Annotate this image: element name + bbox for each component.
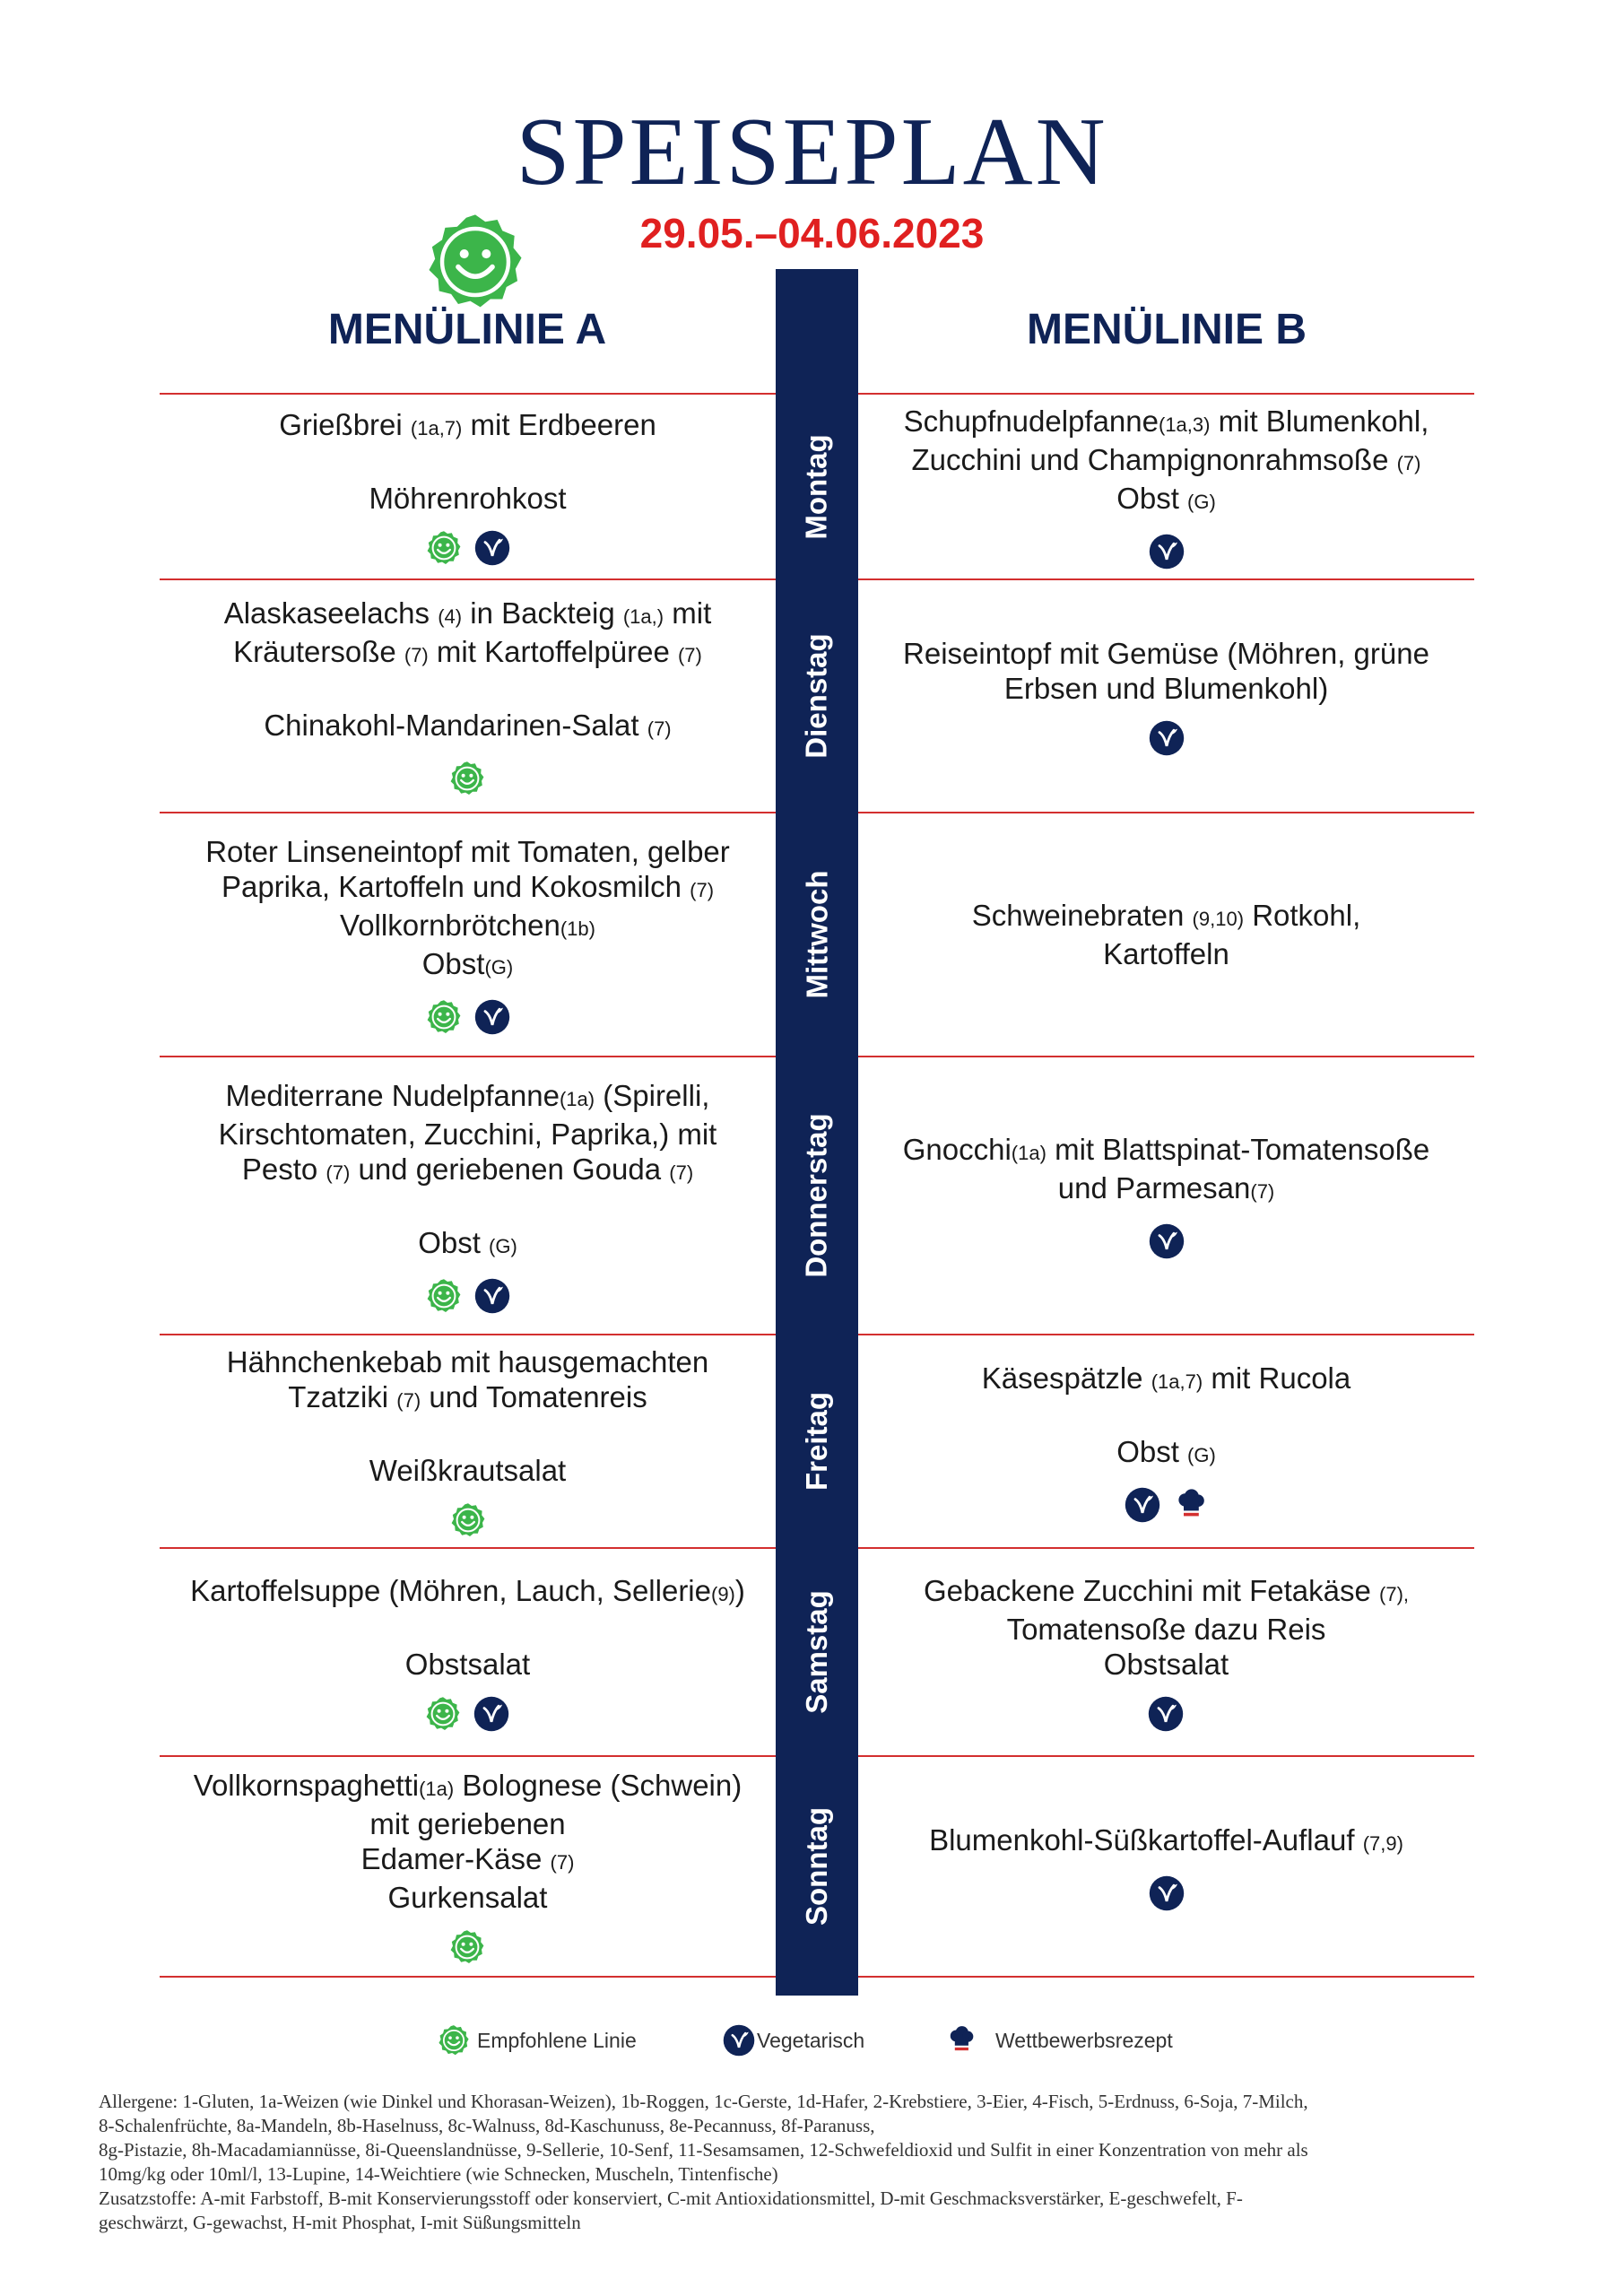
allergen-code: (1a) (419, 1778, 455, 1800)
additives-line: geschwärzt, G-gewachst, H-mit Phosphat, I-mit Süßungsmitteln (99, 2212, 581, 2233)
allergen-code: (1a) (559, 1087, 595, 1110)
menu-cell-b (858, 395, 1474, 578)
diet-icons (924, 1696, 1409, 1732)
dish-line (279, 407, 656, 446)
vegetarian-icon (1149, 720, 1185, 756)
dish-text: in Backteig (462, 596, 623, 630)
allergen-code: (7) (1250, 1180, 1275, 1203)
allergen-code: (7) (404, 644, 429, 666)
menu-cell-a (160, 1549, 776, 1755)
vegetarian-icon (1148, 1696, 1184, 1732)
menu-cell-content (224, 596, 712, 796)
dish-text: Schupfnudelpfanne (903, 404, 1159, 438)
dish-text: und geriebenen Gouda (350, 1152, 670, 1186)
menu-cell-a (160, 813, 776, 1056)
allergen-code: (7) (1396, 452, 1421, 474)
allergen-code: (9,10) (1192, 908, 1245, 930)
menu-cell-b (858, 813, 1474, 1056)
recommended-icon (449, 1929, 485, 1965)
menu-cell-content (279, 407, 656, 566)
diet-icons (227, 1502, 709, 1538)
dish-text: Hähnchenkebab mit hausgemachten (226, 1345, 709, 1378)
spacer (219, 1190, 717, 1225)
menu-cell-b (858, 1335, 1474, 1547)
dish-text: Gnocchi (902, 1133, 1012, 1166)
spacer (227, 1418, 709, 1453)
dish-line (219, 1078, 717, 1117)
dish-line (227, 1379, 709, 1418)
day-name: Mittwoch (800, 870, 834, 999)
dish-text: Käsespätzle (981, 1361, 1151, 1395)
dish-line (190, 1573, 745, 1612)
allergen-line: 8-Schalenfrüchte, 8a-Mandeln, 8b-Haselnuss, 8c-Walnuss, 8d-Kaschunuss, 8e-Pecannuss, 8f-Paranuss, (99, 2115, 875, 2136)
dish-line (194, 1768, 742, 1806)
allergen-code: (7) (647, 718, 672, 740)
dish-line (224, 708, 712, 746)
dish-text: Obst (418, 1225, 490, 1259)
legend-competition-label: Wettbewerbsrezept (995, 2028, 1173, 2052)
dish-text: Vollkornbrötchen (340, 909, 560, 942)
allergen-code: (7) (677, 644, 702, 666)
spacer (224, 673, 712, 708)
day-label-freitag (776, 1335, 858, 1547)
dish-text: mit Kartoffelpüree (428, 635, 678, 668)
dish-text: Obstsalat (1103, 1647, 1229, 1681)
allergen-code: (1a,7) (410, 417, 463, 439)
dish-text: Alaskaseelachs (223, 596, 439, 630)
dish-text: Paprika, Kartoffeln und Kokosmilch (221, 870, 690, 903)
dish-line (903, 671, 1429, 706)
vegetarian-icon (1149, 1875, 1185, 1911)
allergen-code: (7) (396, 1389, 421, 1412)
dish-line (904, 481, 1429, 519)
allergen-code: (7) (326, 1161, 351, 1184)
diet-icons (279, 530, 656, 566)
allergen-line: 10mg/kg oder 10ml/l, 13-Lupine, 14-Weichtiere (wie Schnecken, Muscheln, Tintenfische) (99, 2163, 778, 2185)
dish-text: Gebackene Zucchini mit Fetakäse (923, 1573, 1380, 1607)
allergen-code: (7) (669, 1161, 694, 1184)
dish-text: Blumenkohl-Süßkartoffel-Auflauf (929, 1822, 1363, 1857)
menu-cell-content (227, 1344, 709, 1538)
dish-text: Rotkohl, (1244, 899, 1361, 932)
day-label-samstag (776, 1549, 858, 1755)
dish-text: mit (664, 596, 712, 630)
dish-text: mit geriebenen (369, 1807, 566, 1840)
row-separator (160, 1976, 776, 1978)
dish-line (924, 1647, 1409, 1682)
allergen-code: (1a) (1011, 1142, 1046, 1164)
dish-line (227, 1344, 709, 1379)
dish-line (924, 1612, 1409, 1647)
dish-line (904, 404, 1429, 442)
dish-text: Tzatziki (288, 1380, 397, 1413)
allergen-code: (7), (1379, 1582, 1410, 1605)
vegetarian-icon (1149, 534, 1185, 570)
recommended-icon (425, 1696, 461, 1732)
dish-text: Bolognese (Schwein) (454, 1769, 743, 1802)
diet-icons (224, 761, 712, 796)
page-title: SPEISEPLAN (516, 99, 1108, 205)
day-name: Freitag (800, 1391, 833, 1492)
day-label-mittwoch (776, 813, 858, 1056)
row-separator (858, 1976, 1474, 1978)
dish-line (227, 1453, 709, 1488)
recommended-icon (426, 1278, 462, 1314)
legend-vegetarian (723, 2018, 864, 2063)
menu-cell-a (160, 1057, 776, 1334)
dish-line (205, 834, 730, 869)
dish-text: Pesto (241, 1152, 326, 1186)
vegetarian-icon (473, 1696, 509, 1732)
day-label-sonntag (776, 1757, 858, 1976)
day-name: Dienstag (800, 633, 833, 759)
allergen-code: (4) (438, 605, 463, 628)
dish-line (219, 1225, 717, 1264)
allergen-code: (7) (690, 879, 715, 901)
dish-line (194, 1880, 742, 1915)
allergen-code: (G) (1187, 491, 1216, 513)
dish-text: Reiseintopf mit Gemüse (Möhren, grüne (903, 637, 1429, 670)
diet-icons (190, 1696, 745, 1732)
dish-text: Weißkrautsalat (369, 1454, 567, 1487)
dish-line (194, 1806, 742, 1841)
dish-text: und Tomatenreis (421, 1380, 647, 1413)
recommended-icon (426, 999, 462, 1035)
allergen-code: (7) (550, 1851, 575, 1874)
dish-line (972, 898, 1361, 936)
menu-cell-a (160, 1757, 776, 1976)
dish-line (205, 869, 730, 908)
day-name: Sonntag (800, 1807, 834, 1926)
diet-icons (903, 720, 1429, 756)
menu-cell-content (190, 1573, 745, 1732)
dish-line (279, 481, 656, 516)
legend-recommended (438, 2018, 637, 2063)
vegetarian-icon (1125, 1487, 1160, 1523)
menu-cell-b (858, 1757, 1474, 1976)
legend (0, 2018, 1624, 2063)
diet-icons (903, 1223, 1430, 1259)
dish-line (219, 1152, 717, 1190)
competition-recipe-icon (945, 2024, 977, 2057)
allergen-code: (7,9) (1362, 1831, 1403, 1855)
menu-cell-content (194, 1768, 742, 1965)
allergen-code: (1b) (560, 918, 595, 940)
allergen-line: Allergene: 1-Gluten, 1a-Weizen (wie Dinkel und Khorasan-Weizen), 1b-Roggen, 1c-Gerste, 1d-Hafer, 2-Krebstiere, 3-Eier, 4-Fisch, 5-Erdnuss, 6-Soja, 7-Milch, (99, 2091, 1308, 2112)
day-label-donnerstag (776, 1057, 858, 1334)
day-name: Montag (800, 433, 833, 540)
dish-text: Grießbrei (279, 408, 411, 441)
menu-cell-content (903, 1132, 1430, 1259)
allergen-code: (1a,) (622, 605, 664, 628)
diet-icons (219, 1278, 717, 1314)
date-range: 29.05.–04.06.2023 (639, 210, 985, 257)
menu-cell-content (219, 1078, 717, 1314)
allergen-code: (9) (711, 1582, 735, 1605)
dish-text: Erbsen und Blumenkohl) (1003, 672, 1329, 705)
dish-line (982, 1361, 1351, 1399)
dish-line (903, 1132, 1430, 1170)
menu-cell-content (982, 1361, 1351, 1523)
dish-text: mit Rucola (1203, 1361, 1351, 1395)
dish-line (924, 1573, 1409, 1612)
menu-cell-a (160, 1335, 776, 1547)
menu-cell-a (160, 395, 776, 578)
dish-text: Gurkensalat (387, 1881, 548, 1914)
legend-vegetarian-label: Vegetarisch (757, 2028, 865, 2052)
menu-cell-content (205, 834, 730, 1035)
menu-cell-content (924, 1573, 1409, 1732)
diet-icons (194, 1929, 742, 1965)
dish-line (205, 946, 730, 985)
recommended-icon (450, 1502, 486, 1538)
menu-cell-b (858, 580, 1474, 812)
dish-line (224, 634, 712, 673)
dish-line (194, 1841, 742, 1880)
dish-text: mit Blattspinat-Tomatensoße (1046, 1133, 1430, 1166)
dish-text: Mediterrane Nudelpfanne (225, 1078, 560, 1112)
dish-text: Obst (1116, 482, 1188, 515)
spacer (190, 1612, 745, 1647)
dish-text: ) (734, 1573, 745, 1607)
dish-line (972, 936, 1361, 971)
menu-cell-a (160, 580, 776, 812)
dish-text: Kartoffeln (1103, 937, 1229, 970)
day-name: Samstag (800, 1590, 833, 1714)
dish-text: Kräutersoße (233, 635, 404, 668)
day-name: Donnerstag (800, 1113, 834, 1278)
dish-text: Vollkornspaghetti (193, 1769, 420, 1802)
dish-line (982, 1434, 1351, 1473)
allergen-code: (G) (484, 956, 514, 978)
recommended-icon (426, 530, 462, 566)
dish-line (224, 596, 712, 634)
dish-text: mit Erdbeeren (462, 408, 656, 441)
menu-cell-content (904, 404, 1429, 570)
dish-text: (Spirelli, (595, 1078, 710, 1112)
dish-line (903, 636, 1429, 671)
dish-text: Kartoffelsuppe (Möhren, Lauch, Sellerie (190, 1573, 711, 1607)
diet-icons (929, 1875, 1403, 1911)
allergen-footer (99, 2090, 1533, 2235)
diet-icons (205, 999, 730, 1035)
vegetarian-icon (1149, 1223, 1185, 1259)
allergen-code: (1a,7) (1151, 1370, 1203, 1393)
spacer (279, 446, 656, 481)
dish-text: Zucchini und Champignonrahmsoße (911, 443, 1397, 476)
dish-text: mit Blumenkohl, (1210, 404, 1429, 438)
allergen-line: 8g-Pistazie, 8h-Macadamiannüsse, 8i-Queenslandnüsse, 9-Sellerie, 10-Senf, 11-Sesamsamen, 12-Schwefeldioxid und Sulfit in einer Konzentration von mehr als (99, 2139, 1308, 2161)
vegetarian-icon (723, 2024, 755, 2057)
dish-line (190, 1647, 745, 1682)
legend-competition (945, 2018, 1173, 2063)
menu-cell-b (858, 1057, 1474, 1334)
dish-line (904, 442, 1429, 481)
dish-text: Edamer-Käse (360, 1842, 551, 1875)
dish-text: Obst (1116, 1434, 1188, 1468)
column-header-a: MENÜLINIE A (327, 306, 607, 353)
dish-text: und Parmesan (1057, 1171, 1251, 1205)
legend-recommended-label: Empfohlene Linie (477, 2028, 637, 2052)
allergen-code: (1a,3) (1159, 413, 1211, 436)
spacer (982, 1399, 1351, 1434)
vegetarian-icon (474, 1278, 510, 1314)
recommended-smiley-logo-icon (425, 212, 525, 312)
menu-cell-b (858, 1549, 1474, 1755)
recommended-icon (438, 2024, 470, 2057)
menu-cell-content (903, 636, 1429, 756)
dish-text: Roter Linseneintopf mit Tomaten, gelber (205, 835, 730, 868)
dish-text: Obstsalat (404, 1647, 531, 1681)
column-header-b: MENÜLINIE B (1027, 306, 1307, 353)
diet-icons (904, 534, 1429, 570)
dish-text: Schweinebraten (971, 899, 1193, 932)
dish-line (903, 1170, 1430, 1209)
competition-recipe-icon (1173, 1487, 1209, 1523)
menu-cell-content (972, 898, 1361, 971)
dish-text: Möhrenrohkost (369, 482, 567, 515)
day-label-montag (776, 395, 858, 578)
menu-cell-content (929, 1822, 1403, 1911)
dish-text: Chinakohl-Mandarinen-Salat (264, 709, 647, 742)
day-label-dienstag (776, 580, 858, 812)
allergen-code: (G) (1187, 1443, 1216, 1466)
recommended-icon (449, 761, 485, 796)
dish-text: Obst (421, 947, 485, 980)
dish-text: Tomatensoße dazu Reis (1006, 1612, 1326, 1646)
dish-line (205, 908, 730, 946)
dish-line (219, 1117, 717, 1152)
vegetarian-icon (474, 999, 510, 1035)
allergen-code: (G) (489, 1234, 517, 1257)
additives-line: Zusatzstoffe: A-mit Farbstoff, B-mit Konservierungsstoff oder konserviert, C-mit Antioxidationsmittel, D-mit Geschmacksverstärker, E-geschwefelt, F- (99, 2187, 1243, 2209)
dish-text: Kirschtomaten, Zucchini, Paprika,) mit (218, 1117, 717, 1151)
vegetarian-icon (474, 530, 510, 566)
dish-line (929, 1822, 1403, 1861)
diet-icons (982, 1487, 1351, 1523)
